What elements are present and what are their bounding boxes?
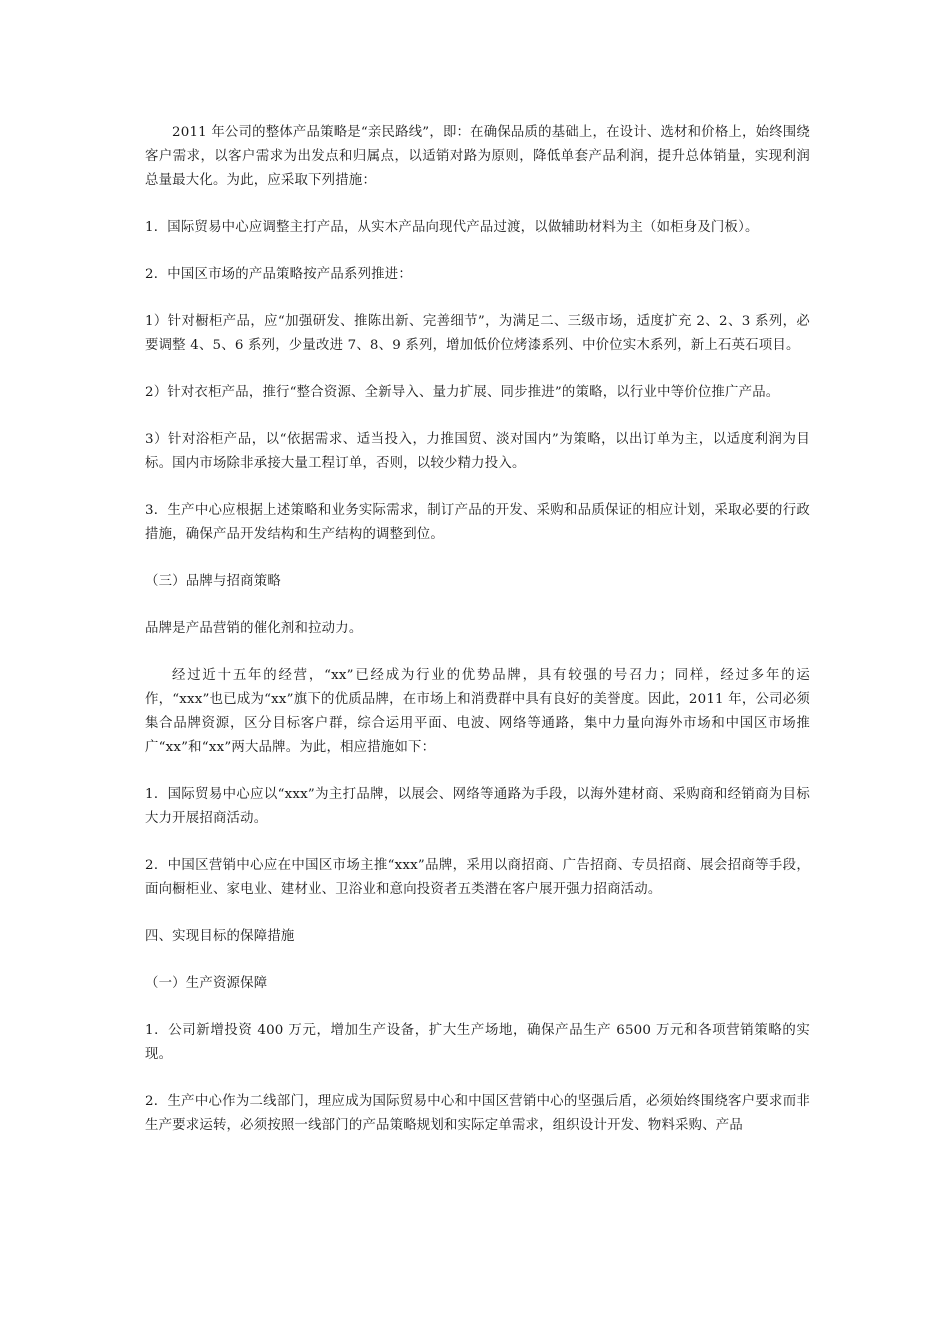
production-item-1: 1．公司新增投资 400 万元，增加生产设备，扩大生产场地，确保产品生产 6500 万元和各项营销策略的实现。 xyxy=(145,1023,810,1062)
intro-paragraph: 2011 年公司的整体产品策略是“亲民路线”，即：在确保品质的基础上，在设计、选材和价格上，始终围绕客户需求，以客户需求为出发点和归属点，以适销对路为原则，降低单套产品利润，提升总体销量，实现利润总量最大化。为此，应采取下列措施： xyxy=(145,125,810,188)
product-item-3: 3．生产中心应根据上述策略和业务实际需求，制订产品的开发、采购和品质保证的相应计划，采取必要的行政措施，确保产品开发结构和生产结构的调整到位。 xyxy=(145,503,810,542)
brand-item-1: 1．国际贸易中心应以“xxx”为主打品牌，以展会、网络等通路为手段，以海外建材商、采购商和经销商为目标大力开展招商活动。 xyxy=(145,787,810,826)
production-item-2: 2．生产中心作为二线部门，理应成为国际贸易中心和中国区营销中心的坚强后盾，必须始终围绕客户要求而非生产要求运转，必须按照一线部门的产品策略规划和实际定单需求，组织设计开发、物料采购、产品 xyxy=(145,1094,810,1133)
product-subitem-2: 2）针对衣柜产品，推行“整合资源、全新导入、量力扩展、同步推进”的策略，以行业中等价位推广产品。 xyxy=(145,385,780,400)
product-item-1: 1．国际贸易中心应调整主打产品，从实木产品向现代产品过渡，以做辅助材料为主（如柜身及门板）。 xyxy=(145,220,759,235)
product-subitem-1: 1）针对橱柜产品，应“加强研发、推陈出新、完善细节”，为满足二、三级市场，适度扩充 2、2、3 系列，必要调整 4、5、6 系列，少量改进 7、8、9 系列，增加低价位烤漆系列、中价位实木系列，新上石英石项目。 xyxy=(145,314,810,353)
brand-item-2: 2．中国区营销中心应在中国区市场主推“xxx”品牌，采用以商招商、广告招商、专员招商、展会招商等手段，面向橱柜业、家电业、建材业、卫浴业和意向投资者五类潜在客户展开强力招商活动。 xyxy=(145,858,810,897)
brand-paragraph: 经过近十五年的经营，“xx”已经成为行业的优势品牌，具有较强的号召力；同样，经过多年的运作，“xxx”也已成为“xx”旗下的优质品牌，在市场上和消费群中具有良好的美誉度。因此，2011 年，公司必须集合品牌资源，区分目标客户群，综合运用平面、电波、网络等通路，集中力量向海外市场和中国区市场推广“xx”和“xx”两大品牌。为此，相应措施如下： xyxy=(145,668,810,755)
subsection-heading-production: （一）生产资源保障 xyxy=(145,976,268,991)
product-item-2: 2．中国区市场的产品策略按产品系列推进： xyxy=(145,267,412,282)
product-subitem-3: 3）针对浴柜产品，以“依据需求、适当投入，力推国贸、淡对国内”为策略，以出订单为主，以适度利润为目标。国内市场除非承接大量工程订单，否则，以较少精力投入。 xyxy=(145,432,810,471)
section-heading-guarantee: 四、实现目标的保障措施 xyxy=(145,929,295,944)
brand-summary: 品牌是产品营销的催化剂和拉动力。 xyxy=(145,621,363,636)
document-page xyxy=(145,121,810,1138)
section-heading-brand: （三）品牌与招商策略 xyxy=(145,574,281,589)
